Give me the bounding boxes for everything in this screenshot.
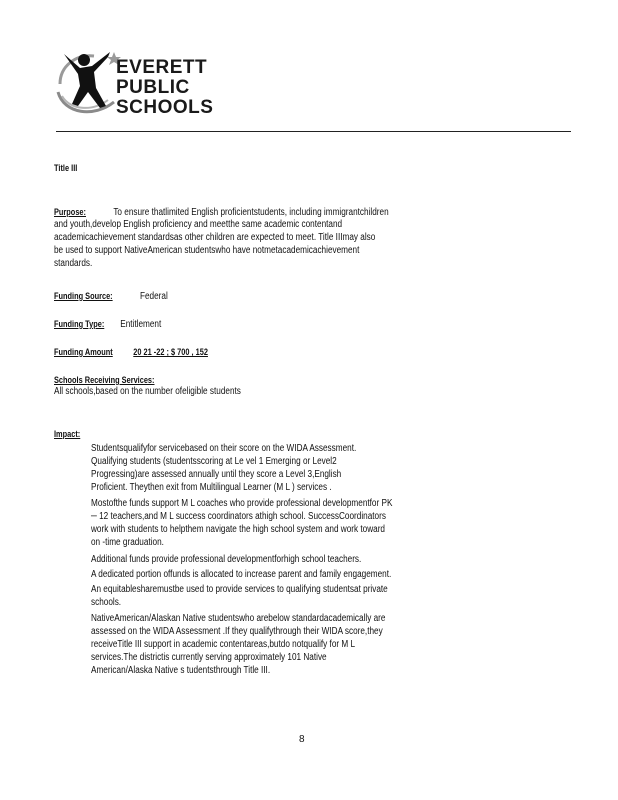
everett-public-schools-logo: [54, 44, 224, 120]
bullet-1-line-1: Studentsqualifyfor servicebased on their score on the WIDA Assessment.: [91, 443, 357, 454]
bullet-4-line-1: A dedicated portion offunds is allocated to increase parent and family engagement.: [91, 569, 392, 580]
bullet-2-line-1: Mostofthe funds support M L coaches who provide professional developmentfor PK: [91, 498, 393, 509]
logo-line-2: PUBLIC: [116, 77, 190, 98]
funding-amount-row: [54, 346, 208, 360]
purpose-label: Purpose:: [54, 207, 86, 217]
impact-label: Impact:: [54, 429, 81, 439]
funding-amount-value: 20 21 -22 ; $ 700 , 152: [133, 347, 208, 357]
bullet-6-line-3: receiveTitle III support in academic contentareas,butdo notqualify for M L: [91, 639, 356, 650]
funding-amount-label: Funding Amount: [54, 347, 113, 357]
bullet-2-line-3: work with students to helpthem navigate the high school system and work toward: [91, 524, 385, 535]
purpose-line-3: academicachievement standardsas other children are expected to meet. Title IIImay also: [54, 232, 376, 243]
purpose-line-4: be used to support NativeAmerican studentswho have notmetacademicachievement: [54, 245, 360, 256]
bullet-6-line-1: NativeAmerican/Alaskan Native studentswho arebelow standardacademically are: [91, 613, 386, 624]
purpose-line-5: standards.: [54, 258, 93, 269]
funding-type-row: [54, 318, 161, 332]
logo-wordmark: [116, 58, 213, 118]
purpose-text-1: To ensure thatlimited English proficientstudents, including immigrantchildren: [113, 207, 389, 218]
bullet-2-line-2: ─ 12 teachers,and M L success coordinators athigh school. SuccessCoordinators: [91, 511, 386, 522]
bullet-6-line-5: American/Alaska Native s tudentsthrough Title III.: [91, 665, 271, 676]
purpose-line-2: and youth,develop English proficiency and meetthe same academic contentand: [54, 219, 343, 230]
page-title: Title III: [54, 163, 78, 174]
bullet-2-line-4: on -time graduation.: [91, 537, 164, 548]
funding-type-label: Funding Type:: [54, 319, 105, 329]
bullet-5-line-2: schools.: [91, 597, 122, 608]
header-divider: [56, 131, 571, 132]
bullet-1-line-3: Progressing)are assessed annually until they score a Level 3,English: [91, 469, 342, 480]
page-number: 8: [299, 734, 305, 745]
funding-source-row: [54, 290, 168, 304]
bullet-5-line-1: An equitablesharemustbe used to provide services to qualifying studentsat private: [91, 584, 388, 595]
figure-swoosh-icon: [54, 44, 124, 120]
funding-type-value: Entitlement: [120, 319, 162, 330]
schools-label: Schools Receiving Services:: [54, 375, 155, 385]
bullet-6-line-4: services.The districtis currently serving approximately 101 Native: [91, 652, 327, 663]
funding-source-value: Federal: [139, 291, 168, 302]
impact-label-row: [54, 428, 101, 442]
logo-line-3: SCHOOLS: [116, 97, 214, 118]
bullet-1-line-4: Proficient. Theythen exit from Multilingual Learner (M L ) services .: [91, 482, 332, 493]
bullet-3-line-1: Additional funds provide professional developmentforhigh school teachers.: [91, 554, 362, 565]
purpose-line-1: [54, 206, 389, 220]
schools-value: All schools,based on the number ofeligible students: [54, 386, 241, 397]
bullet-6-line-2: assessed on the WIDA Assessment .If they qualifythrough their WIDA score,they: [91, 626, 383, 637]
logo-line-1: EVERETT: [116, 57, 208, 78]
funding-source-label: Funding Source:: [54, 291, 113, 301]
bullet-1-line-2: Qualifying students (studentsscoring at Le vel 1 Emerging or Level2: [91, 456, 337, 467]
